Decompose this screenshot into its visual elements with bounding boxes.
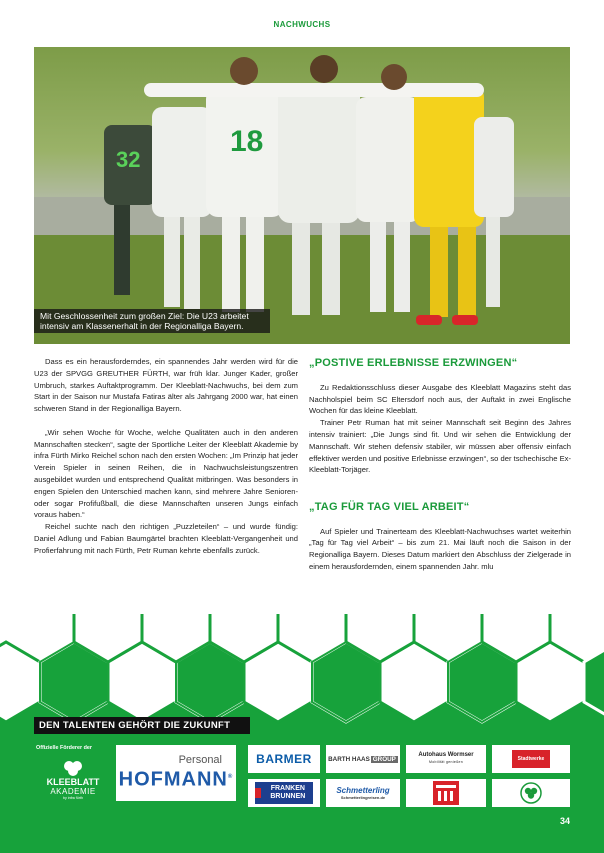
sponsor-red-emblem[interactable]: [406, 779, 486, 807]
hofmann-personal-text: Personal: [178, 754, 222, 767]
haas-text: HAAS: [351, 755, 370, 763]
schmetterling-sub-text: Schmetterlingreisen.de: [340, 795, 386, 800]
stadtwerke-logo: Stadtwerke: [512, 750, 550, 768]
sponsor-barth-haas[interactable]: [326, 745, 400, 773]
photo-illustration: [34, 47, 570, 344]
akademie-line-2: AKADEMIE: [50, 787, 96, 796]
sponsor-greuther-fuerth[interactable]: [492, 779, 570, 807]
autohaus-text: Autohaus Wormser: [418, 752, 474, 758]
sponsor-stadtwerke[interactable]: [492, 745, 570, 773]
sponsor-autohaus-wormser[interactable]: [406, 745, 486, 773]
section-heading-arbeit: „TAG FÜR TAG VIEL ARBEIT“: [309, 500, 470, 513]
sponsor-panel: [34, 739, 570, 811]
team-huddle-photo: [34, 47, 570, 344]
kleeblatt-akademie-logo: [38, 757, 108, 809]
section-heading-positive: „POSTIVE ERLEBNISSE ERZWINGEN“: [309, 357, 518, 369]
photo-caption: Mit Geschlossenheit zum großen Ziel: Die U23 arbeitet intensiv am Klassenerhalt in der Regionalliga Bayern.: [34, 309, 270, 333]
sponsor-barmer[interactable]: [248, 745, 320, 773]
paragraph: Trainer Petr Ruman hat mit seiner Mannschaft seit Beginn des Jahres intensiv trainiert: „Die Jungs sind fit. Und wir sehen die Entwicklung der Mannschaft. Wir stehen defensiv stabiler, wir müssen aber offensiv einfach effektiver werden und positive Erlebnisse erzwingen“, so der tschechische Ex-Kleeblatt-Torjäger.: [309, 418, 571, 475]
sponsor-hofmann[interactable]: Personal HOFMANN®: [116, 745, 236, 801]
cloverleaf-icon: [61, 759, 85, 777]
autohaus-sub-text: Mobilität genießen: [429, 760, 463, 764]
akademie-line-1: KLEEBLATT: [46, 777, 100, 787]
paragraph: „Wir sehen Woche für Woche, welche Qualitäten auch in den anderen Mannschaften stecken“, sagte der Sportliche Leiter der Kleeblatt Akademie by infra Fürth Mirko Reichel schon nach den ersten Wochen: „Im Prinzip hat jeder Verein Spieler in seinen Reihen, die in Nachwuchsleistungszentren ausgebildet wurden und entsprechend Qualität mitbringen. Was besonders in engen Spielen den Unterschied machen kann, sind mehrere Jahre Senioren- oder sogar Profifußball, die diese Mannschaften unseren Jungs einfach voraus haben.“: [34, 427, 298, 520]
schmetterling-text: Schmetterling: [336, 786, 390, 795]
paragraph: Zu Redaktionsschluss dieser Ausgabe des Kleeblatt Magazins steht das Nachholspiel beim SC Eltersdorf noch aus, der Auftakt in zwei Englische Wochen für das kleine Kleeblatt.: [309, 382, 571, 416]
section-label: NACHWUCHS: [273, 20, 331, 29]
jersey-number-32: 32: [116, 147, 141, 172]
paragraph: Reichel suchte nach den richtigen „Puzzleteilen“ – und wurde fündig: Daniel Adlung und Fabian Baumgärtel brachten Kleeblatt-Vergangenheit und Profierfahrung mit nach Fürth, Petr Ruman kehrte ebenfalls zurück.: [34, 522, 298, 555]
sponsor-franken-brunnen[interactable]: [248, 779, 320, 807]
akademie-line-3: by infra fürth: [63, 796, 83, 800]
paragraph: Auf Spieler und Trainerteam des Kleeblatt-Nachwuchses wartet weiterhin „Tag für Tag viel Arbeit“ – bis zum 21. Mai läuft noch die Saison in der Regionalliga Bayern. Dieses Datum markiert den Abschluss der Zielgerade in einem herausfordernden, einem spannenden Jahr. mlu: [309, 526, 571, 571]
paragraph: Dass es ein herausforderndes, ein spannendes Jahr werden wird für die U23 der SPVGG GREUTHER FÜRTH, war früh klar. Junger Kader, großer Umbruch, starkes Auftaktprogramm. Der Kleeblatt-Nachwuchs, bei dem zum Start in der Saison nur Mustafa Fatiras älter als Jahrgang 2000 war, hat einen schweren Stand in der Regionalliga Bayern.: [34, 357, 298, 414]
clover-crest-icon: [520, 782, 542, 804]
barth-text: BARTH: [328, 755, 351, 763]
barmer-text: BARMER: [256, 752, 312, 766]
sponsor-banner-title: DEN TALENTEN GEHÖRT DIE ZUKUNFT: [34, 717, 250, 734]
supporter-label: Offizielle Förderer der: [36, 745, 93, 751]
group-text: GROUP: [372, 755, 396, 763]
sponsor-schmetterling[interactable]: [326, 779, 400, 807]
emblem-icon: [433, 781, 459, 805]
franken-text: FRANKEN BRUNNEN: [270, 785, 306, 800]
hofmann-name-text: HOFMANN: [118, 768, 228, 791]
article-left-column: [34, 356, 298, 557]
jersey-number-18: 18: [230, 125, 264, 158]
page-number: 34: [559, 816, 570, 826]
article-right-column: [309, 356, 571, 573]
